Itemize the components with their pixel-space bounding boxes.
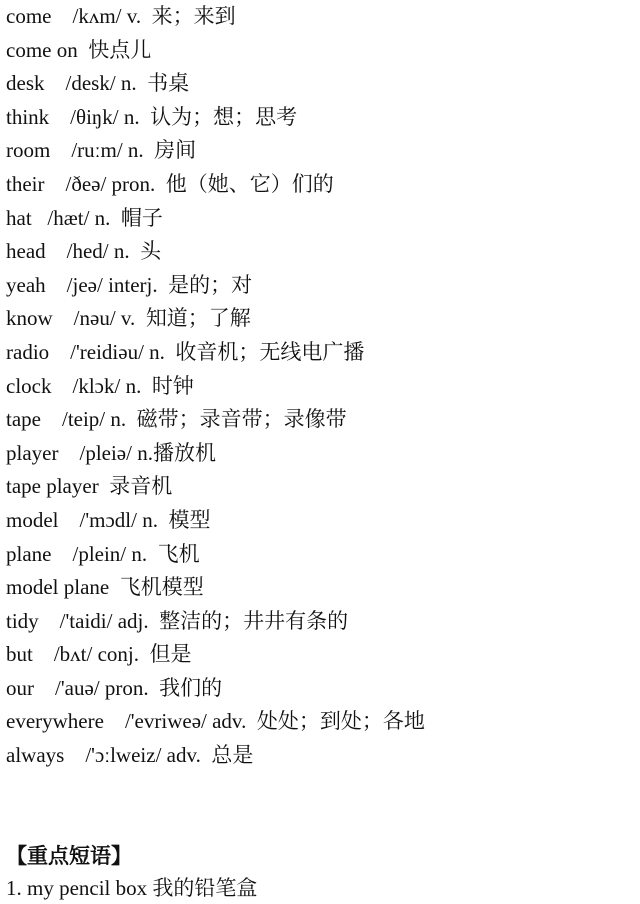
vocab-meaning: 是的；对	[168, 272, 253, 297]
vocab-part-of-speech: n.	[94, 205, 111, 230]
vocab-word: head	[6, 239, 46, 264]
vocab-meaning: 时钟	[151, 373, 194, 398]
vocab-part-of-speech: adv.	[212, 709, 247, 734]
vocab-phonetic: /plein/	[72, 541, 127, 566]
vocab-phonetic: /desk/	[65, 71, 116, 96]
vocab-word: come	[6, 4, 52, 28]
vocab-phonetic: /hed/	[66, 239, 109, 264]
vocab-phonetic: /θiŋk/	[70, 104, 119, 129]
vocab-word: always	[6, 743, 65, 768]
vocab-phonetic: /'ɔːlweiz/	[85, 743, 162, 768]
vocab-row	[6, 739, 636, 773]
vocab-row	[6, 168, 636, 202]
vocab-word: player	[6, 440, 59, 465]
vocab-part-of-speech: n.	[125, 373, 142, 398]
vocab-word: our	[6, 675, 34, 700]
vocab-row	[6, 336, 636, 370]
vocab-row	[6, 638, 636, 672]
vocab-meaning: 飞机模型	[119, 575, 204, 600]
vocab-phonetic: /klɔk/	[72, 373, 121, 398]
vocab-row	[6, 302, 636, 336]
vocab-row	[6, 538, 636, 572]
vocab-part-of-speech: pron.	[111, 171, 156, 196]
vocab-meaning: 认为；想；思考	[150, 104, 298, 129]
vocab-phonetic: /bʌt/	[53, 642, 93, 667]
vocab-meaning: 处处；到处；各地	[256, 709, 425, 734]
vocab-word: clock	[6, 373, 52, 398]
vocab-meaning: 来；来到	[151, 4, 236, 28]
vocab-phonetic: /ðeə/	[65, 171, 107, 196]
vocab-row	[6, 235, 636, 269]
vocab-part-of-speech: n.	[127, 138, 144, 163]
vocab-word: their	[6, 171, 45, 196]
vocab-part-of-speech: n.	[131, 541, 148, 566]
vocab-phonetic: /hæt/	[47, 205, 90, 230]
vocab-meaning: 但是	[149, 642, 192, 667]
vocab-phonetic: /pleiə/	[79, 440, 132, 465]
vocab-meaning: 快点儿	[88, 37, 152, 62]
vocab-word: tape player	[6, 474, 99, 499]
vocab-phonetic: /teip/	[61, 407, 106, 432]
vocab-part-of-speech: n.	[137, 440, 153, 465]
vocab-part-of-speech: n.	[120, 71, 137, 96]
vocab-meaning: 整洁的；井井有条的	[159, 608, 349, 633]
vocab-part-of-speech: n.	[110, 407, 127, 432]
phrase-item: 1. my pencil box 我的铅笔盒	[6, 876, 258, 900]
vocab-word: yeah	[6, 272, 46, 297]
vocab-part-of-speech: v.	[120, 306, 136, 331]
vocab-meaning: 头	[140, 239, 162, 264]
vocab-word: tape	[6, 407, 41, 432]
vocab-phonetic: /'evriweə/	[124, 709, 207, 734]
vocab-word: model plane	[6, 575, 110, 600]
vocab-meaning: 模型	[168, 507, 211, 532]
vocab-row	[6, 672, 636, 706]
vocab-word: come on	[6, 37, 78, 62]
vocab-row	[6, 504, 636, 538]
vocab-word: room	[6, 138, 51, 163]
vocab-phonetic: /'auə/	[55, 675, 100, 700]
vocab-meaning: 飞机	[157, 541, 200, 566]
vocab-meaning: 他（她、它）们的	[165, 171, 334, 196]
vocab-part-of-speech: adj.	[117, 608, 149, 633]
vocab-meaning: 录音机	[109, 474, 173, 499]
vocab-row	[6, 67, 636, 101]
vocab-meaning: 收音机；无线电广播	[175, 339, 365, 364]
vocab-part-of-speech: interj.	[108, 272, 158, 297]
vocab-part-of-speech: n.	[113, 239, 130, 264]
vocab-phonetic: /'taidi/	[59, 608, 113, 633]
vocabulary-list	[6, 0, 636, 773]
vocab-word: radio	[6, 339, 50, 364]
vocab-part-of-speech: conj.	[97, 642, 140, 667]
vocab-phonetic: /kʌm/	[72, 4, 122, 28]
vocab-word: think	[6, 104, 50, 129]
vocab-word: everywhere	[6, 709, 104, 734]
vocab-word: know	[6, 306, 53, 331]
vocab-meaning: 磁带；录音带；录像带	[136, 407, 347, 432]
vocab-row	[6, 134, 636, 168]
vocab-phonetic: /'mɔdl/	[79, 507, 137, 532]
vocab-row	[6, 101, 636, 135]
vocab-row	[6, 269, 636, 303]
vocab-word: but	[6, 642, 33, 667]
vocab-meaning: 我们的	[159, 675, 223, 700]
vocab-part-of-speech: n.	[142, 507, 158, 532]
vocab-row	[6, 470, 636, 504]
vocab-row	[6, 705, 636, 739]
vocab-meaning: 帽子	[120, 205, 163, 230]
vocab-part-of-speech: n.	[123, 104, 140, 129]
vocab-part-of-speech: n.	[149, 339, 165, 364]
vocab-meaning: 房间	[154, 138, 197, 163]
vocab-meaning: 播放机	[152, 440, 216, 465]
vocab-word: tidy	[6, 608, 39, 633]
vocab-row	[6, 571, 636, 605]
vocab-phonetic: /jeə/	[66, 272, 103, 297]
vocab-word: model	[6, 507, 59, 532]
vocab-phonetic: /ruːm/	[71, 138, 123, 163]
vocab-part-of-speech: adv.	[166, 743, 201, 768]
vocab-meaning: 总是	[211, 743, 254, 768]
vocab-row	[6, 202, 636, 236]
vocab-row	[6, 437, 636, 471]
vocab-row	[6, 403, 636, 437]
vocab-meaning: 书桌	[147, 71, 190, 96]
vocab-part-of-speech: v.	[126, 4, 142, 28]
vocab-phonetic: /'reidiəu/	[70, 339, 144, 364]
vocab-row	[6, 370, 636, 404]
vocab-phonetic: /nəu/	[73, 306, 116, 331]
vocab-word: plane	[6, 541, 52, 566]
vocab-meaning: 知道；了解	[145, 306, 251, 331]
vocab-part-of-speech: pron.	[104, 675, 149, 700]
vocab-row	[6, 34, 636, 68]
vocab-word: hat	[6, 205, 32, 230]
vocab-row	[6, 0, 636, 34]
vocab-row	[6, 605, 636, 639]
vocab-word: desk	[6, 71, 45, 96]
section-heading-key-phrases: 【重点短语】	[6, 844, 132, 868]
